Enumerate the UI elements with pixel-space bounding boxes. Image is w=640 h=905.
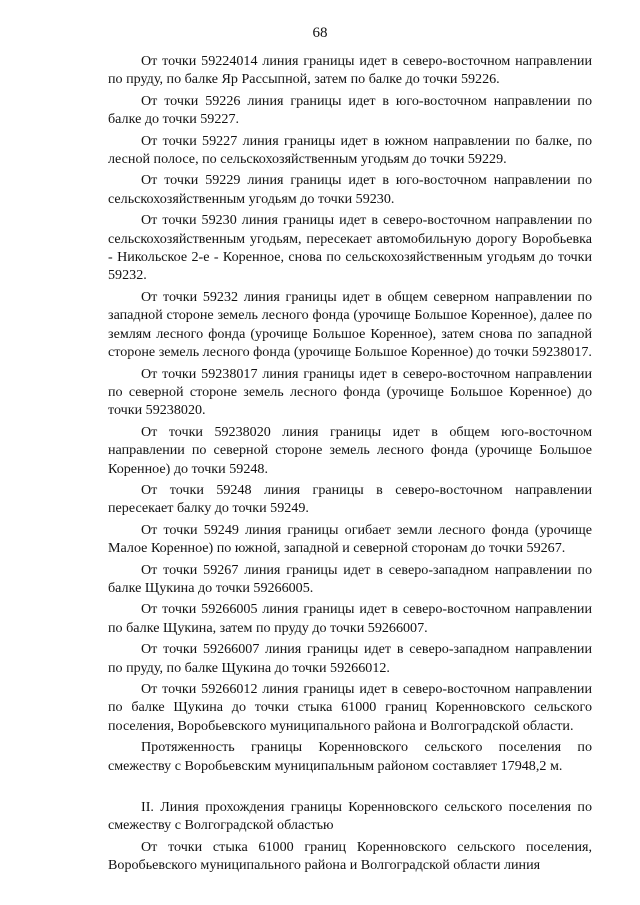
paragraph-15: Протяженность границы Коренновского сельского поселения по смежеству с Воробьевским муниципальным районом составляет 17948,2 м. bbox=[108, 739, 592, 774]
paragraph-1: От точки 59224014 линия границы идет в северо-восточном направлении по пруду, по балке Яр Рассыпной, затем по балке до точки 59226. bbox=[108, 53, 592, 88]
paragraph-2: От точки 59226 линия границы идет в юго-восточном направлении по балке до точки 59227. bbox=[108, 92, 592, 128]
paragraph-12: От точки 59266005 линия границы идет в северо-восточном направлении по балке Щукина, затем по пруду до точки 59266007. bbox=[108, 601, 592, 636]
paragraph-5: От точки 59230 линия границы идет в северо-восточном направлении по сельскохозяйственным угодьям, пересекает автомобильную дорогу Воробьевка - Никольское 2-е - Коренное, снова по сельскохозяйственным угодьям до точки 59232. bbox=[108, 212, 592, 284]
paragraph-3: От точки 59227 линия границы идет в южном направлении по балке, по лесной полосе, по сельскохозяйственным угодьям до точки 59229. bbox=[108, 132, 592, 168]
paragraph-9: От точки 59248 линия границы в северо-восточном направлении пересекает балку до точки 59249. bbox=[108, 481, 592, 517]
paragraph-10: От точки 59249 линия границы огибает земли лесного фонда (урочище Малое Коренное) по южной, западной и северной сторонам до точки 59267. bbox=[108, 521, 592, 557]
paragraph-7: От точки 59238017 линия границы идет в северо-восточном направлении по северной стороне земель лесного фонда (урочище Большое Коренное) до точки 59238020. bbox=[108, 365, 592, 419]
paragraph-13: От точки 59266007 линия границы идет в северо-западном направлении по пруду, по балке Щукина до точки 59266012. bbox=[108, 641, 592, 676]
paragraph-8: От точки 59238020 линия границы идет в общем юго-восточном направлении по северной стороне земель лесного фонда (урочище Большое Коренное) до точки 59248. bbox=[108, 423, 592, 477]
paragraph-14: От точки 59266012 линия границы идет в северо-восточном направлении по балке Щукина до точки стыка 61000 границ Коренновского сельского поселения, Воробьевского муниципального района и Волгоградской области. bbox=[108, 681, 592, 734]
paragraph-4: От точки 59229 линия границы идет в юго-восточном направлении по сельскохозяйственным угодьям до точки 59230. bbox=[108, 172, 592, 207]
page-number: 68 bbox=[312, 25, 328, 41]
paragraph-continuation: От точки стыка 61000 границ Коренновского сельского поселения, Воробьевского муниципального района и Волгоградской области линия bbox=[108, 838, 592, 874]
paragraph-11: От точки 59267 линия границы идет в северо-западном направлении по балке Щукина до точки 59266005. bbox=[108, 561, 592, 596]
paragraph-6: От точки 59232 линия границы идет в общем северном направлении по западной стороне земель лесного фонда (урочище Большое Коренное), далее по землям лесного фонда (урочище Большое Коренное), затем снова по западной стороне земель лесного фонда (урочище Большое Коренное) до точки 59238017. bbox=[108, 288, 592, 361]
section-heading: II. Линия прохождения границы Коренновского сельского поселения по смежеству с Волгоградской областью bbox=[108, 799, 592, 834]
document-body bbox=[108, 52, 592, 878]
